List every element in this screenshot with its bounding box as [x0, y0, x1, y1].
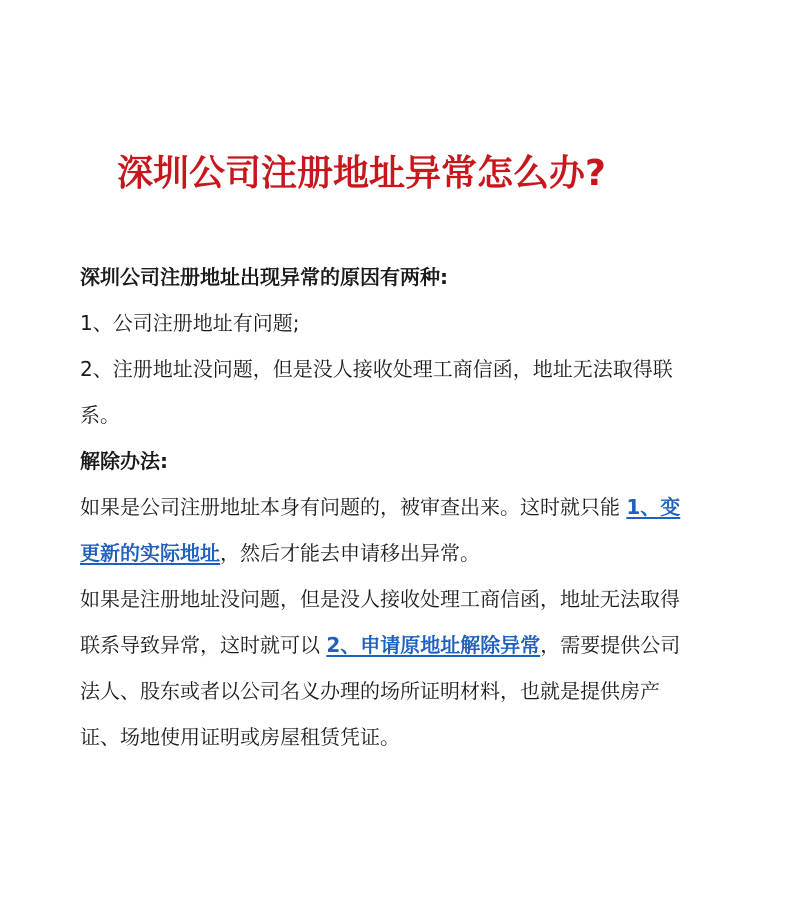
page-title: 深圳公司注册地址异常怎么办? [117, 153, 606, 194]
solution-heading: 解除办法: [80, 449, 168, 473]
remove-anomaly-link[interactable]: 2、申请原地址解除异常 [326, 633, 541, 657]
solution-paragraph-1-text-before: 如果是公司注册地址本身有问题的，被审查出来。这时就只能 [80, 495, 627, 519]
change-address-link[interactable]: 1、变更新的实际地址 [80, 495, 681, 565]
article-body [80, 254, 696, 760]
solution-paragraph-1-text-after: ，然后才能去申请移出异常。 [220, 541, 480, 565]
solution-paragraph-2 [80, 576, 696, 760]
solution-paragraph-2-text-after: ，需要提供公司法人、股东或者以公司名义办理的场所证明材料，也就是提供房产证、场地使用证明或房屋租赁凭证。 [80, 633, 681, 749]
reasons-heading: 深圳公司注册地址出现异常的原因有两种: [80, 265, 448, 289]
reason-item-2: 2、注册地址没问题，但是没人接收处理工商信函，地址无法取得联系。 [80, 357, 673, 427]
solution-paragraph-1 [80, 484, 696, 576]
solution-paragraph-2-text-before: 如果是注册地址没问题，但是没人接收处理工商信函，地址无法取得联系导致异常，这时就可以 [80, 587, 680, 657]
reason-item-1: 1、公司注册地址有问题; [80, 311, 300, 335]
